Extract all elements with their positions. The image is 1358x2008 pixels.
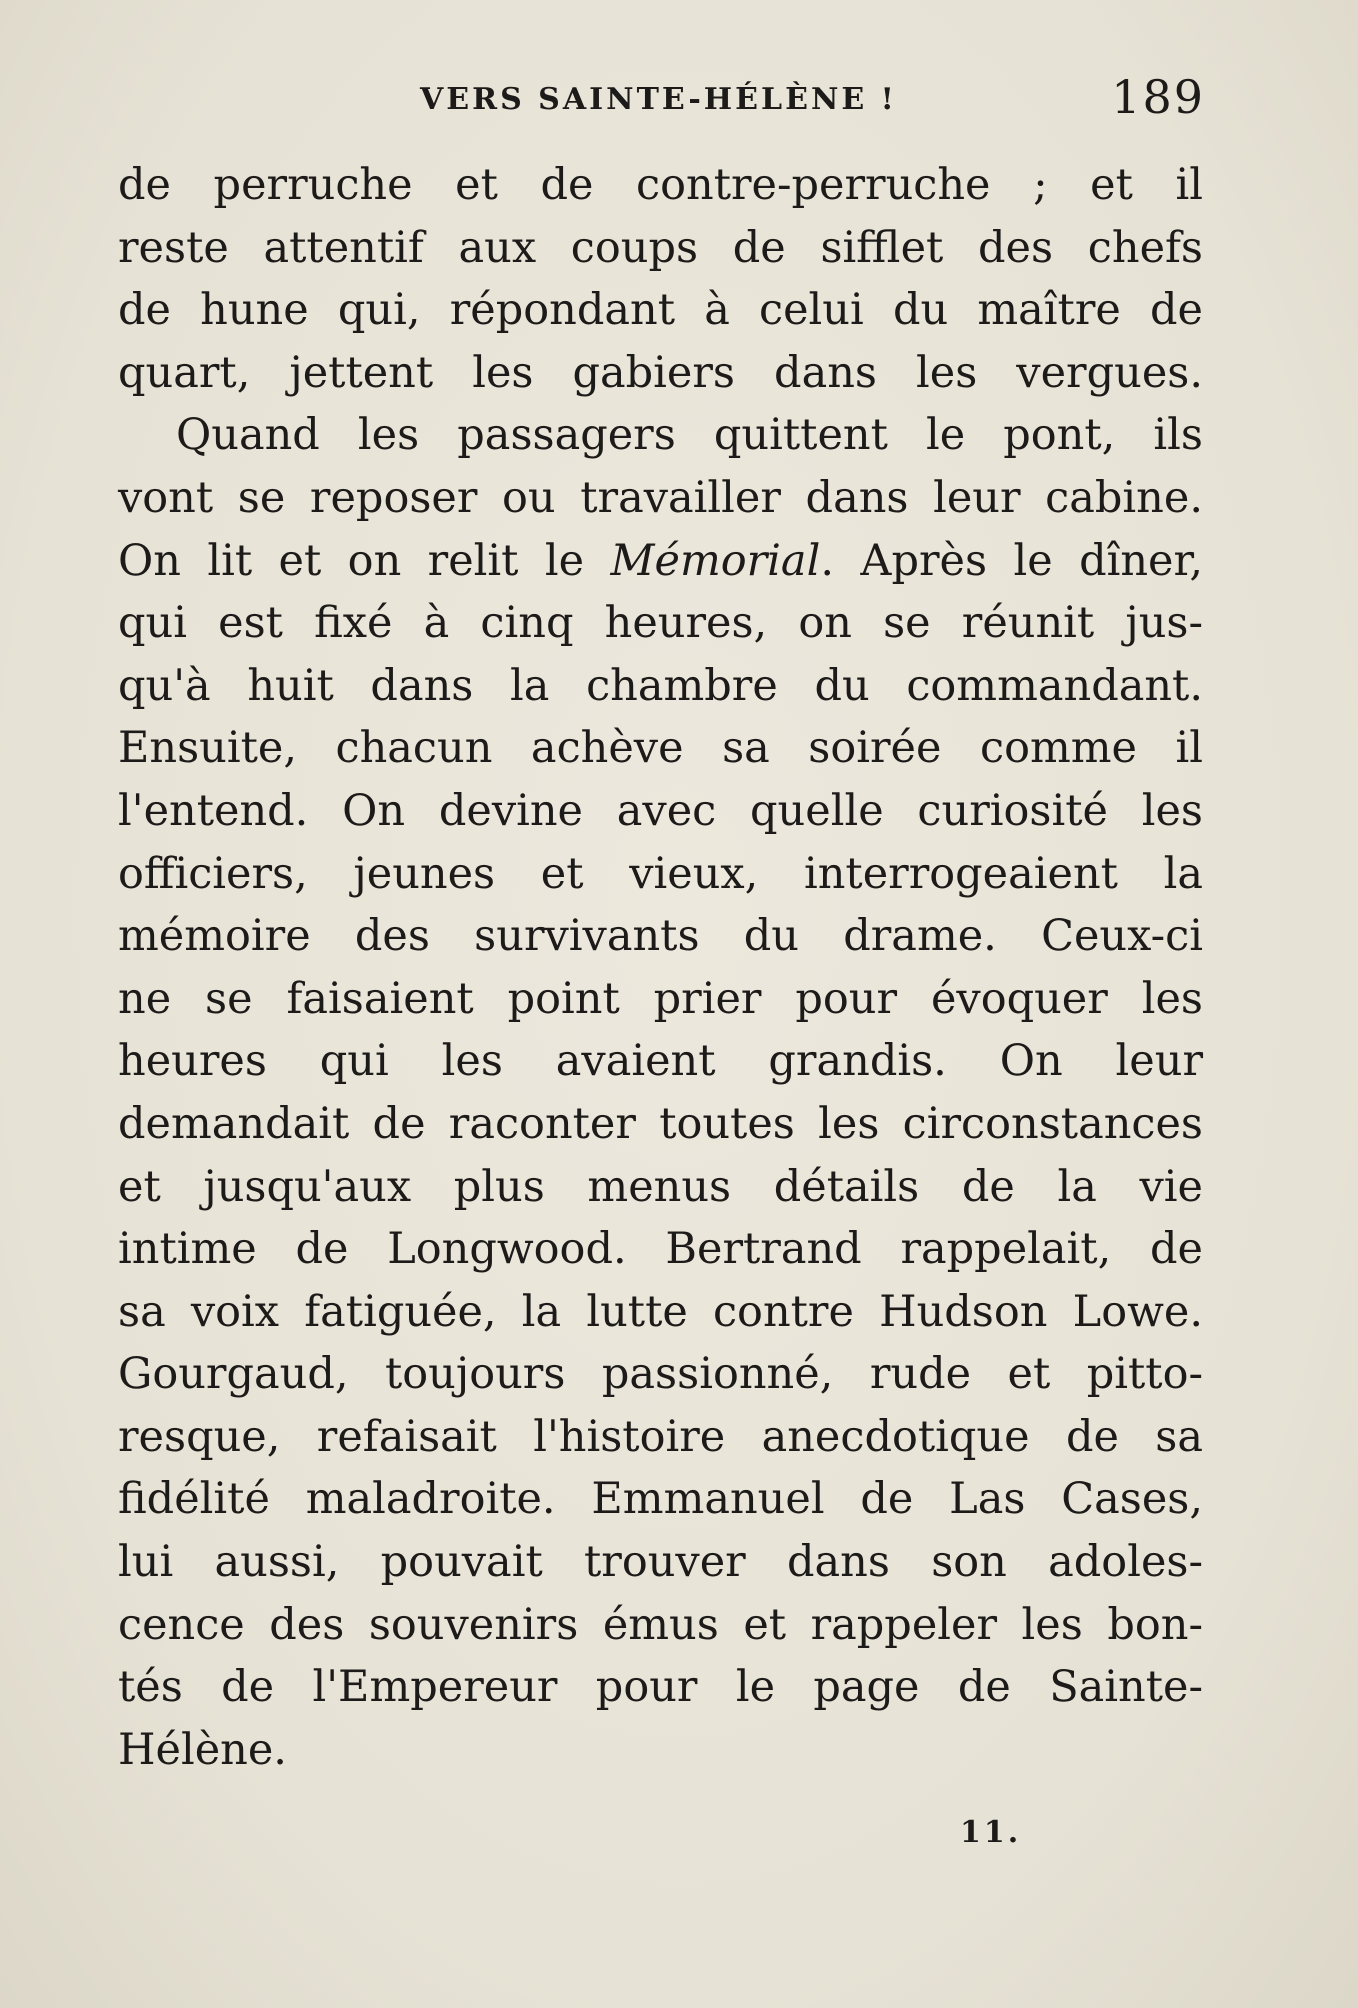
text-line: cence des souvenirs émus et rappeler les bon-: [118, 1599, 1203, 1650]
paragraph-end-line: Hélène.: [118, 1724, 287, 1775]
text-line: officiers, jeunes et vieux, interrogeaient la: [118, 848, 1203, 899]
text-line: mémoire des survivants du drame. Ceux-ci: [118, 911, 1203, 962]
text-line: Gourgaud, toujours passionné, rude et pitto-: [118, 1349, 1203, 1400]
signature-mark: 11.: [960, 1815, 1022, 1850]
text-line: Ensuite, chacun achève sa soirée comme il: [118, 723, 1203, 774]
text-line-with-italic: [118, 530, 1203, 593]
text-line: reste attentif aux coups de sifflet des chefs: [118, 222, 1203, 273]
text-segment: . Après le dîner,: [820, 535, 1203, 586]
text-line: de hune qui, répondant à celui du maître de: [118, 285, 1203, 336]
text-line: ne se faisaient point prier pour évoquer les: [118, 973, 1203, 1024]
text-line: resque, refaisait l'histoire anecdotique de sa: [118, 1411, 1203, 1462]
text-line: heures qui les avaient grandis. On leur: [118, 1036, 1203, 1087]
page-number: 189: [1111, 70, 1205, 124]
running-title: VERS SAINTE-HÉLÈNE !: [420, 82, 897, 117]
text-line: quart, jettent les gabiers dans les vergues.: [118, 347, 1203, 398]
italic-title-memorial: Mémorial: [610, 535, 821, 586]
text-line: intime de Longwood. Bertrand rappelait, de: [118, 1224, 1203, 1275]
text-line: de perruche et de contre-perruche ; et il: [118, 160, 1203, 210]
text-line: tés de l'Empereur pour le page de Sainte-: [118, 1662, 1203, 1713]
text-line: vont se reposer ou travailler dans leur cabine.: [118, 472, 1203, 523]
body-text: [118, 154, 1203, 1781]
page-header: [120, 70, 1205, 128]
text-line: et jusqu'aux plus menus détails de la vie: [118, 1161, 1203, 1212]
text-line: fidélité maladroite. Emmanuel de Las Cases,: [118, 1474, 1203, 1525]
paragraph-start-line: Quand les passagers quittent le pont, ils: [176, 410, 1203, 461]
text-line: l'entend. On devine avec quelle curiosité les: [118, 785, 1203, 836]
text-line: demandait de raconter toutes les circonstances: [118, 1098, 1203, 1149]
text-line: lui aussi, pouvait trouver dans son adoles-: [118, 1537, 1203, 1588]
text-line: qu'à huit dans la chambre du commandant.: [118, 660, 1203, 711]
text-segment: On lit et on relit le: [118, 535, 611, 586]
text-line: qui est fixé à cinq heures, on se réunit jus-: [118, 598, 1203, 649]
text-line: sa voix fatiguée, la lutte contre Hudson Lowe.: [118, 1286, 1203, 1337]
